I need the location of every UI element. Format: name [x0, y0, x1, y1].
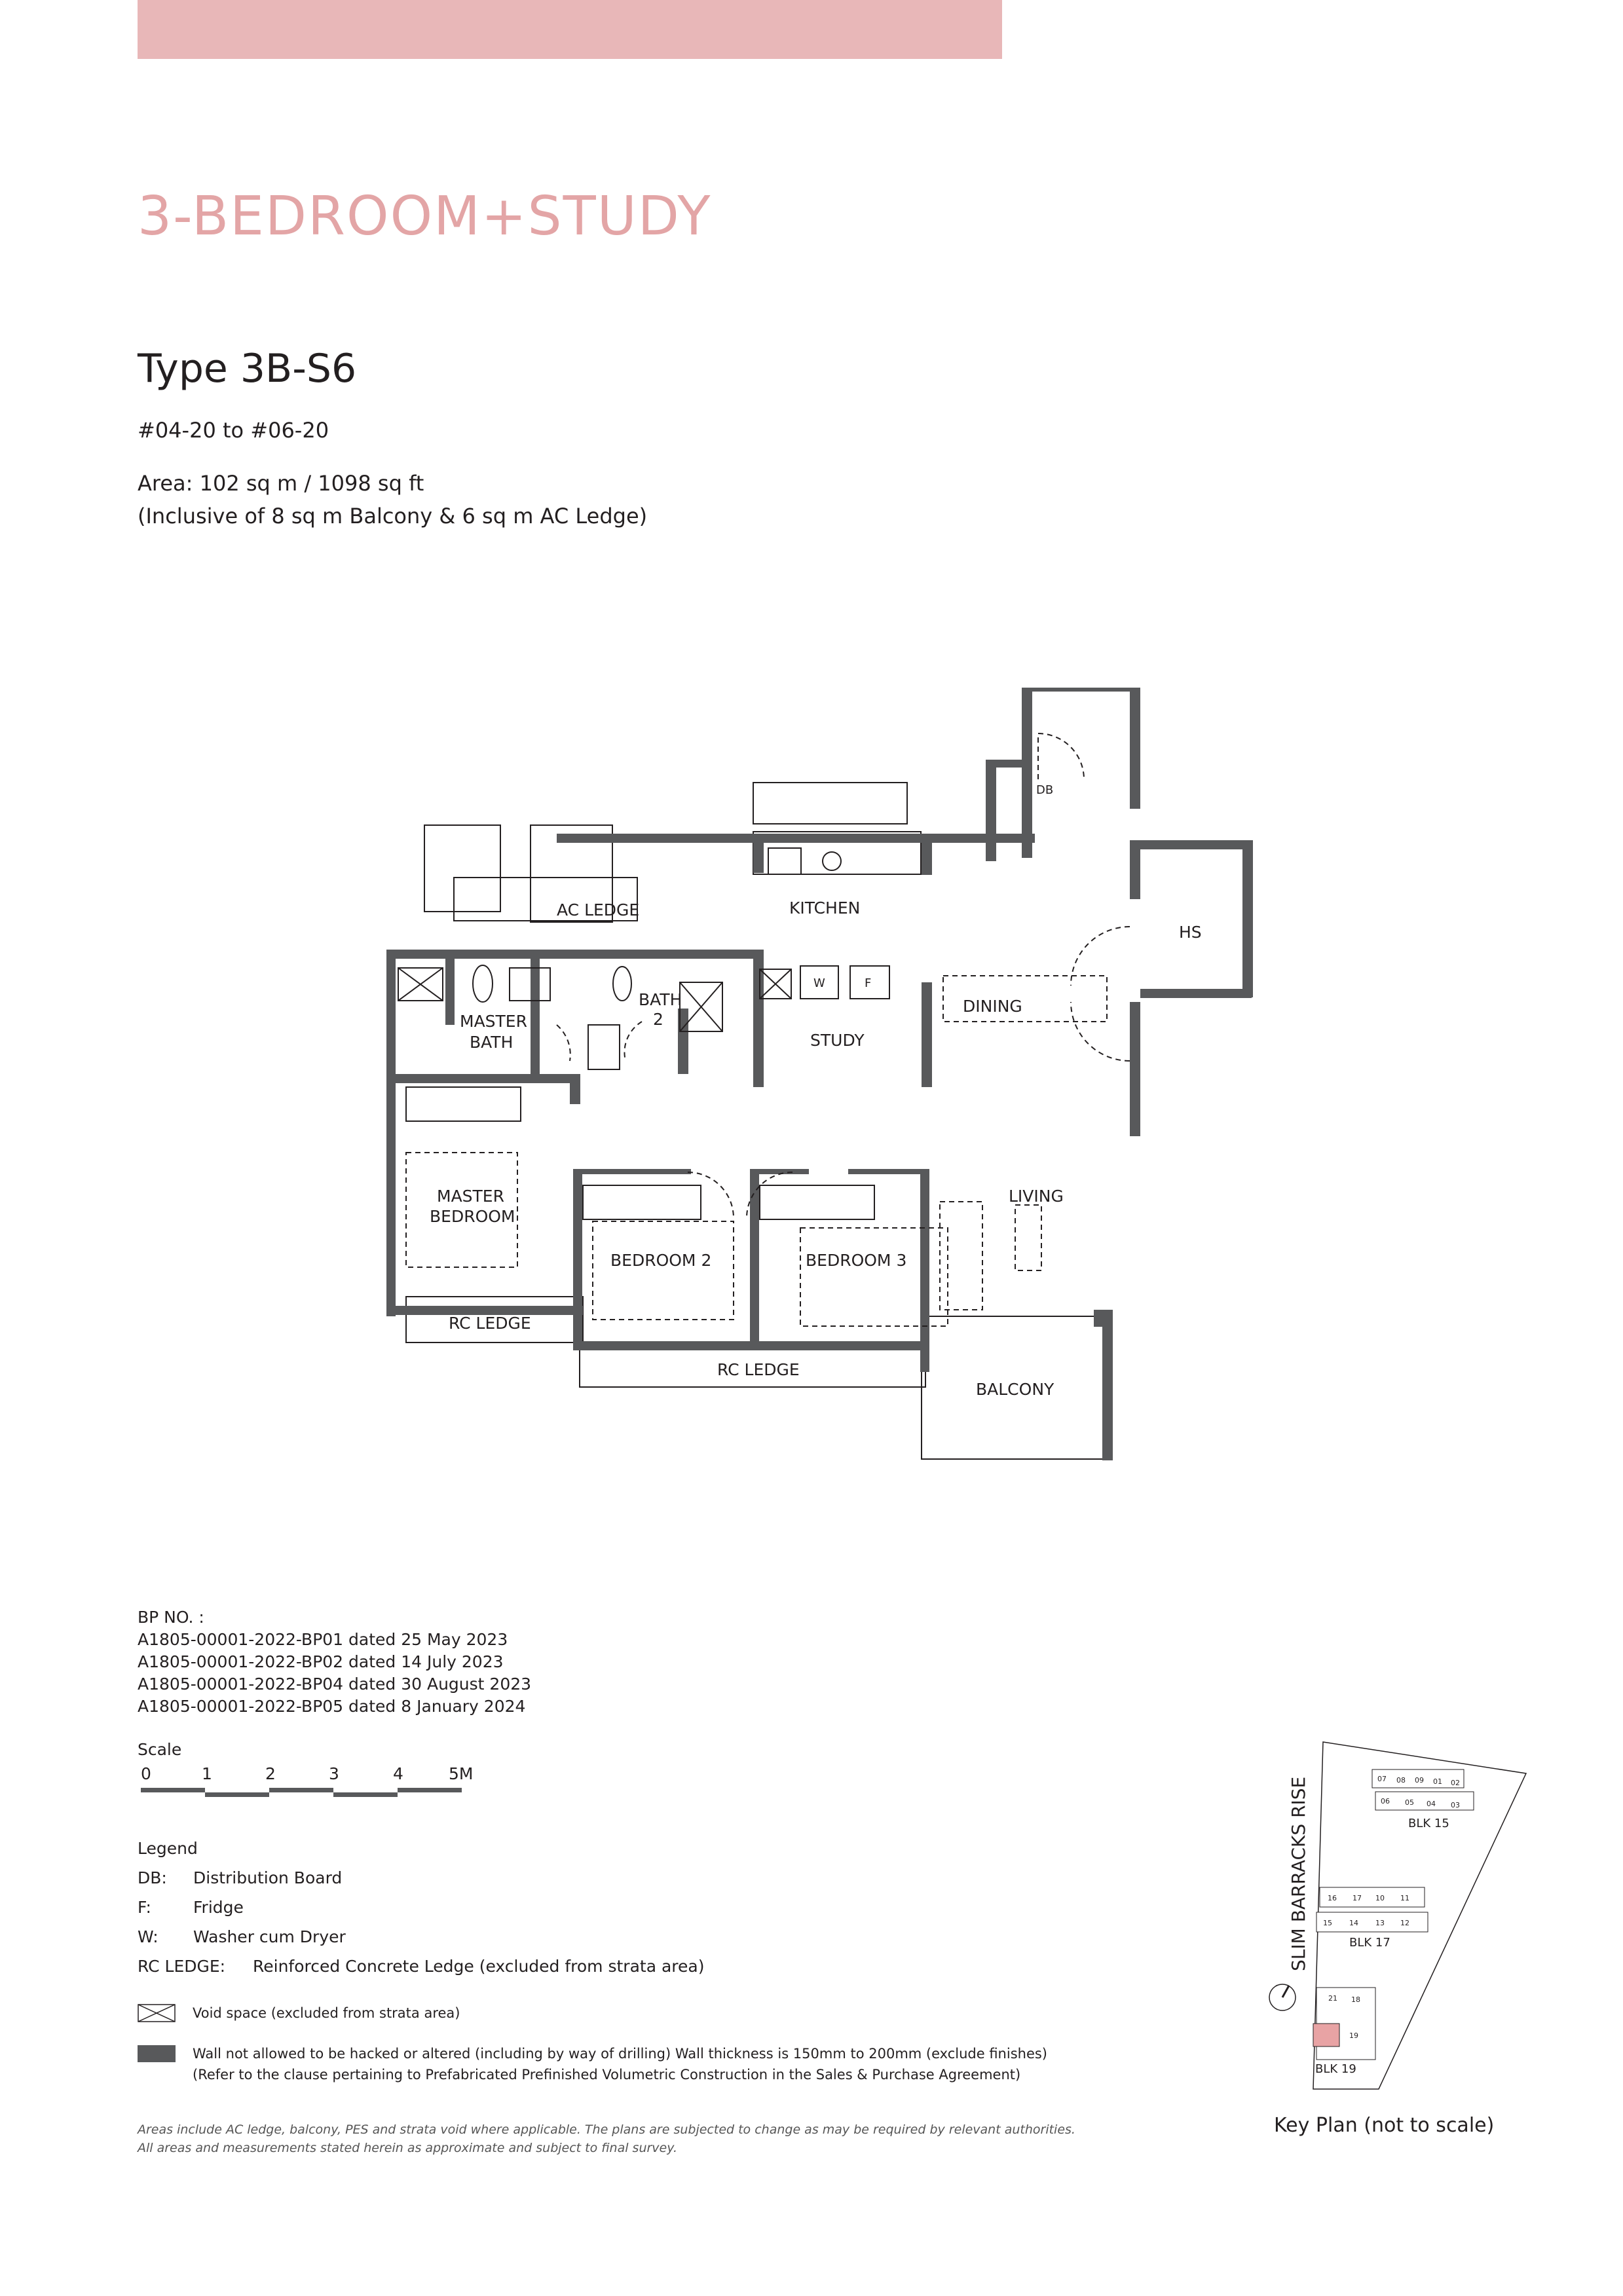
svg-text:18: 18: [1351, 1995, 1360, 2004]
category-title: 3-BEDROOM+STUDY: [138, 185, 712, 248]
legend: [138, 1834, 704, 1981]
scale-bar-segment: [333, 1792, 398, 1797]
rc-ledge-left-label: RC LEDGE: [449, 1314, 531, 1333]
scale-label: Scale: [138, 1740, 182, 1759]
legend-item: DB: Distribution Board: [138, 1868, 343, 1887]
blk19-units: [1313, 1988, 1375, 2060]
svg-text:01: 01: [1433, 1777, 1442, 1786]
key-plan: [1251, 1735, 1546, 2102]
svg-text:15: 15: [1323, 1919, 1332, 1927]
disclaimer: Areas include AC ledge, balcony, PES and strata void where applicable. The plans are subjected to change as may be required by relevant authorities. All areas and measurements stated herein as approximate and subject to final survey.: [138, 2122, 1075, 2155]
scale-tick: 5M: [449, 1764, 474, 1783]
top-accent-bar: [138, 0, 1002, 59]
fridge-label: F: [865, 976, 872, 990]
svg-text:13: 13: [1375, 1919, 1385, 1927]
legend-wall: Wall not allowed to be hacked or altered (including by way of drilling) Wall thickness is 150mm to 200mm (exclude finishes) (Refer to the clause pertaining to Prefabricated Prefinished Volumetric Construction in the Sales & Purchase Agreement): [138, 2043, 1047, 2085]
blk17-label: BLK 17: [1349, 1936, 1390, 1950]
bath2-label-2: 2: [653, 1010, 663, 1029]
rc-ledge-bottom-label: RC LEDGE: [717, 1360, 800, 1379]
bp-numbers: [138, 1606, 531, 1718]
svg-text:14: 14: [1349, 1919, 1358, 1927]
svg-text:04: 04: [1427, 1800, 1436, 1808]
master-bath-label-1: MASTER: [460, 1012, 527, 1031]
dining-label: DINING: [963, 997, 1022, 1016]
ac-ledge-label: AC LEDGE: [557, 900, 640, 919]
hs-label: HS: [1179, 923, 1202, 942]
floor-plan: [367, 668, 1258, 1480]
svg-text:16: 16: [1328, 1894, 1337, 1902]
road-label: SLIM BARRACKS RISE: [1288, 1776, 1309, 1971]
master-bath-label-2: BATH: [470, 1033, 513, 1052]
legend-item: RC LEDGE: Reinforced Concrete Ledge (excluded from strata area): [138, 1957, 705, 1976]
bp-line: A1805-00001-2022-BP01 dated 25 May 2023: [138, 1630, 508, 1649]
svg-text:19: 19: [1349, 2031, 1358, 2040]
scale-tick: 0: [141, 1764, 151, 1783]
unit-area: Area: 102 sq m / 1098 sq ft: [138, 471, 424, 496]
scale-tick: 3: [329, 1764, 339, 1783]
balcony-label: BALCONY: [976, 1380, 1054, 1399]
washer-label: W: [813, 976, 825, 990]
scale-bar-segment: [205, 1792, 269, 1797]
study-label: STUDY: [810, 1031, 865, 1050]
legend-void: Void space (excluded from strata area): [138, 2003, 460, 2024]
bp-line: A1805-00001-2022-BP02 dated 14 July 2023: [138, 1652, 504, 1671]
svg-text:08: 08: [1396, 1776, 1406, 1785]
master-bedroom-label-2: BEDROOM: [430, 1207, 515, 1226]
svg-text:02: 02: [1451, 1779, 1460, 1787]
highlighted-unit: [1313, 2024, 1339, 2046]
key-plan-caption: Key Plan (not to scale): [1274, 2114, 1495, 2137]
door-swings: [557, 733, 1130, 1218]
db-label: DB: [1036, 783, 1054, 797]
blk17-units: [1316, 1887, 1428, 1932]
kitchen-top-counter: [753, 783, 907, 824]
svg-text:11: 11: [1400, 1894, 1409, 1902]
bp-line: A1805-00001-2022-BP04 dated 30 August 2023: [138, 1675, 532, 1694]
scale-bar-segment: [141, 1788, 205, 1792]
svg-text:21: 21: [1328, 1994, 1337, 2003]
svg-text:09: 09: [1415, 1776, 1424, 1785]
svg-text:17: 17: [1352, 1894, 1362, 1902]
master-bedroom-label-1: MASTER: [437, 1187, 504, 1206]
svg-text:07: 07: [1377, 1775, 1387, 1783]
blk15-units: [1372, 1769, 1474, 1810]
structural-walls: [386, 688, 1253, 1460]
svg-text:10: 10: [1375, 1894, 1385, 1902]
master-bath-outline: [424, 825, 500, 912]
bp-heading: BP NO. :: [138, 1608, 204, 1627]
legend-item: W: Washer cum Dryer: [138, 1927, 346, 1946]
scale-bar-segment: [398, 1788, 462, 1792]
unit-area-note: (Inclusive of 8 sq m Balcony & 6 sq m AC Ledge): [138, 504, 648, 528]
void-space-icon: [138, 2004, 176, 2022]
legend-item: F: Fridge: [138, 1898, 244, 1917]
scale: [138, 1740, 478, 1804]
living-label: LIVING: [1009, 1187, 1064, 1206]
scale-bar-segment: [269, 1788, 333, 1792]
blk19-label: BLK 19: [1315, 2062, 1356, 2076]
svg-text:03: 03: [1451, 1801, 1460, 1809]
scale-tick: 2: [265, 1764, 276, 1783]
bp-line: A1805-00001-2022-BP05 dated 8 January 2024: [138, 1697, 526, 1716]
bedroom2-label: BEDROOM 2: [610, 1251, 712, 1270]
bath2-label-1: BATH: [639, 990, 682, 1009]
wall-swatch-icon: [138, 2045, 176, 2062]
scale-tick: 4: [393, 1764, 403, 1783]
svg-text:12: 12: [1400, 1919, 1409, 1927]
bedroom3-label: BEDROOM 3: [806, 1251, 907, 1270]
kitchen-label: KITCHEN: [789, 898, 861, 917]
svg-text:05: 05: [1405, 1798, 1414, 1807]
unit-numbers: #04-20 to #06-20: [138, 418, 329, 443]
svg-text:06: 06: [1381, 1797, 1390, 1805]
unit-type-title: Type 3B-S6: [138, 346, 357, 392]
scale-tick: 1: [202, 1764, 212, 1783]
legend-heading: Legend: [138, 1839, 198, 1858]
blk15-label: BLK 15: [1408, 1817, 1449, 1830]
